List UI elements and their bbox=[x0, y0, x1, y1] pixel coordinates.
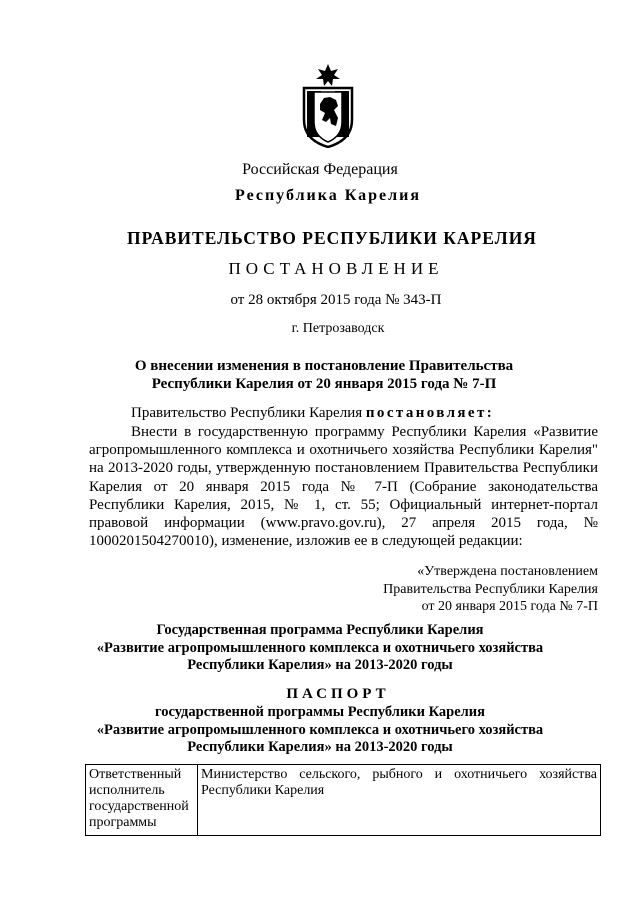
approval-note bbox=[383, 563, 598, 616]
document-type: ПОСТАНОВЛЕНИЕ bbox=[228, 259, 444, 278]
subject-line-2: Республики Карелия от 20 января 2015 года № 7-П bbox=[151, 376, 497, 392]
program-line-1: Государственная программа Республики Карелия bbox=[156, 622, 484, 638]
table-cell-key: Ответственный исполнитель государственной программы bbox=[86, 765, 198, 836]
document-subject bbox=[4, 357, 640, 393]
document-city: г. Петрозаводск bbox=[291, 321, 385, 336]
approval-line-2: Правительства Республики Карелия bbox=[383, 581, 598, 597]
table-row bbox=[86, 765, 601, 836]
passport-subtitle bbox=[0, 704, 640, 757]
program-line-2: «Развитие агропромышленного комплекса и охотничьего хозяйства bbox=[96, 639, 544, 656]
document-date-number: от 28 октября 2015 года № 343-П bbox=[230, 292, 442, 308]
preamble bbox=[131, 405, 494, 422]
approval-line-3: от 20 января 2015 года № 7-П bbox=[421, 599, 598, 614]
karelia-coat-of-arms-icon bbox=[300, 64, 356, 148]
passport-line-1: государственной программы Республики Карелия bbox=[155, 704, 485, 720]
passport-line-3: Республики Карелия» на 2013-2020 годы bbox=[187, 739, 453, 755]
table-cell-value: Министерство сельского, рыбного и охотничьего хозяйства Республики Карелия bbox=[198, 765, 601, 836]
preamble-emphasis: постановляет: bbox=[365, 405, 495, 421]
passport-title: ПАСПОРТ bbox=[286, 686, 390, 702]
passport-table bbox=[85, 764, 601, 836]
country-name: Российская Федерация bbox=[242, 161, 398, 178]
preamble-text: Правительство Республики Карелия bbox=[131, 405, 366, 421]
subject-line-1: О внесении изменения в постановление Правительства bbox=[134, 358, 514, 374]
passport-line-2: «Развитие агропромышленного комплекса и охотничьего хозяйства bbox=[96, 721, 544, 738]
government-name: ПРАВИТЕЛЬСТВО РЕСПУБЛИКИ КАРЕЛИЯ bbox=[127, 228, 537, 248]
program-title bbox=[0, 622, 640, 675]
program-line-3: Республики Карелия» на 2013-2020 годы bbox=[187, 657, 453, 673]
approval-line-1: «Утверждена постановлением bbox=[417, 564, 598, 579]
body-text: Внести в государственную программу Республики Карелия «Развитие агропромышленного комплекса и охотничьего хозяйства Республики Карелия" на 2013-2020 годы, утвержденную постановлением Правительства Республики Карелия от 20 января 2015 года № 7-П (Собрание законодательства Республики Карелия, 2015, № 1, ст. 55; Официальный интернет-портал правовой информации (www.pravo.gov.ru), 27 апреля 2015 года, № 1000201504270010), изменение, изложив ее в следующей редакции: bbox=[89, 424, 598, 550]
body-paragraph bbox=[89, 423, 598, 550]
republic-name: Республика Карелия bbox=[235, 187, 421, 204]
